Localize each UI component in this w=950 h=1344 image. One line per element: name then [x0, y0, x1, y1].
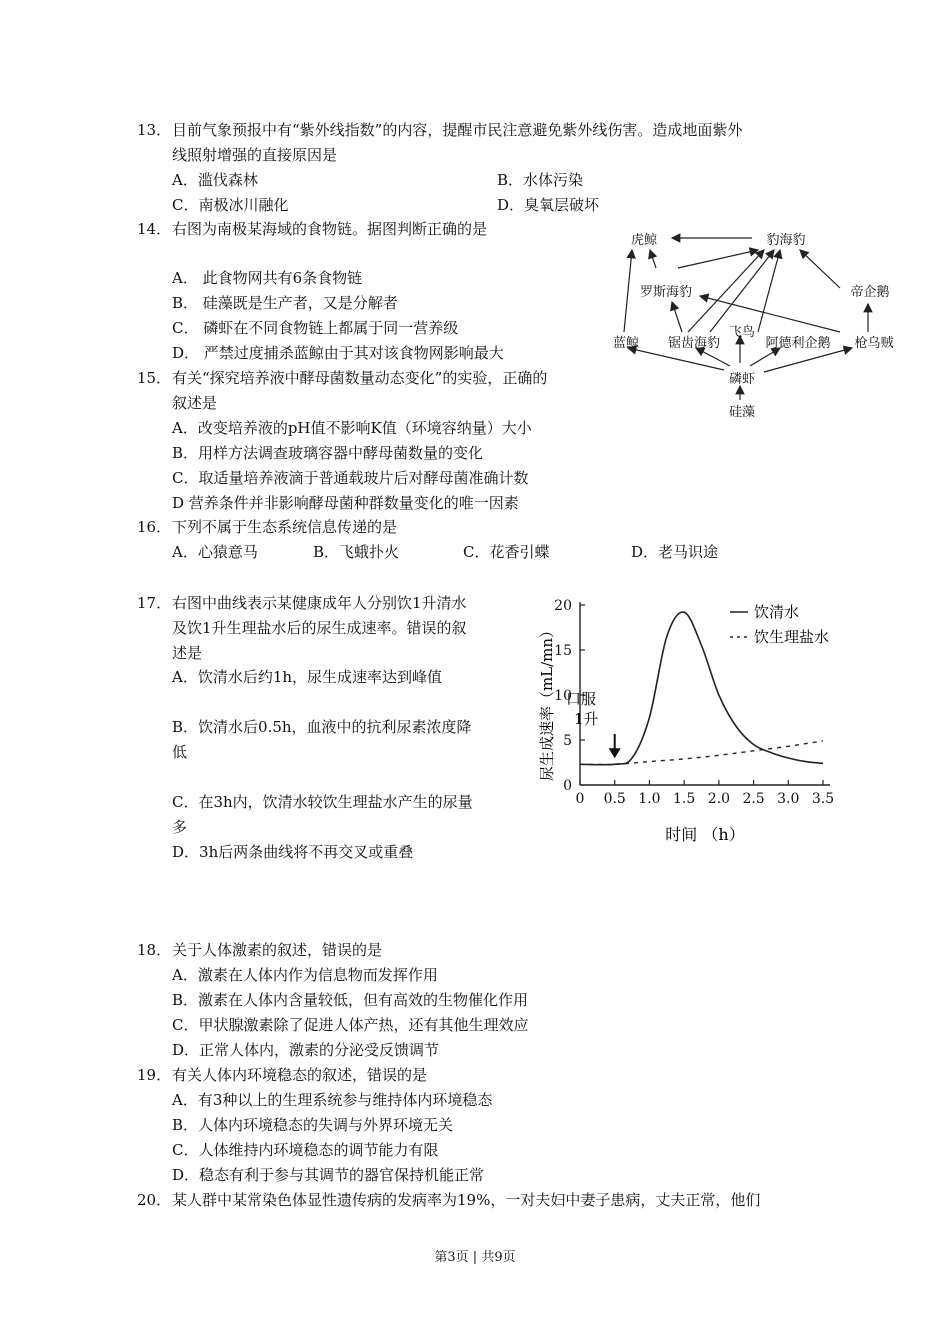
q19-number: 19． — [137, 1066, 172, 1084]
food-web-node-bird: 飞鸟 — [728, 325, 756, 340]
x-tick-label: 2.5 — [742, 791, 765, 807]
q15-option-a: A．改变培养液的pH值不影响K值（环境容纳量）大小 — [172, 419, 532, 437]
q13-option-c: C．南极冰川融化 — [172, 196, 289, 214]
q19-stem: 有关人体内环境稳态的叙述，错误的是 — [172, 1066, 428, 1084]
q14-stem: 右图为南极某海域的食物链。据图判断正确的是 — [172, 220, 488, 238]
q16-option-a: A．心猿意马 — [172, 543, 258, 561]
x-tick-label: 3.0 — [777, 791, 800, 807]
q14-option-d: D． 严禁过度捕杀蓝鲸由于其对该食物网影响最大 — [172, 344, 504, 362]
q20-number: 20． — [137, 1191, 172, 1209]
q18-option-a: A．激素在人体内作为信息物而发挥作用 — [172, 966, 438, 984]
chart-y-label: 尿生成速率（mL/mn） — [538, 622, 556, 782]
q17-option-b-line2: 低 — [172, 743, 188, 761]
q17-stem-line3: 述是 — [172, 644, 203, 662]
q13-stem-line2: 线照射增强的直接原因是 — [172, 146, 338, 164]
x-tick-label: 3.5 — [811, 791, 835, 807]
x-tick-label: 0 — [575, 791, 585, 807]
food-web-node-blue-whale: 蓝鲸 — [612, 336, 640, 351]
x-tick-label: 0.5 — [603, 791, 626, 807]
q16-number: 16． — [137, 518, 172, 536]
chart-annotation-line1: 口服 — [566, 690, 597, 708]
urine-rate-chart — [530, 592, 850, 848]
food-web-node-crabeater-seal: 锯齿海豹 — [667, 336, 721, 351]
food-web-node-squid: 枪乌贼 — [854, 336, 894, 351]
q18-option-c: C．甲状腺激素除了促进人体产热，还有其他生理效应 — [172, 1016, 529, 1034]
q15-option-b: B．用样方法调查玻璃容器中酵母菌数量的变化 — [172, 444, 484, 462]
q14-option-a: A． 此食物网共有6条食物链 — [172, 269, 363, 287]
q14-number: 14． — [137, 220, 172, 238]
q18-stem: 关于人体激素的叙述，错误的是 — [172, 941, 383, 959]
q18-option-b: B．激素在人体内含量较低，但有高效的生物催化作用 — [172, 991, 529, 1009]
y-tick-label: 0 — [563, 778, 572, 794]
y-tick-label: 20 — [554, 598, 572, 614]
legend-label-water: 饮清水 — [754, 603, 800, 621]
q19-option-d: D．稳态有利于参与其调节的器官保持机能正常 — [172, 1166, 485, 1184]
food-web-node-adelie-penguin: 阿德利企鹅 — [765, 336, 831, 351]
q17-option-a: A．饮清水后约1h，尿生成速率达到峰值 — [172, 668, 443, 686]
q18-number: 18． — [137, 941, 172, 959]
q16-stem: 下列不属于生态系统信息传递的是 — [172, 518, 398, 536]
q17-option-d: D．3h后两条曲线将不再交叉或重叠 — [172, 843, 414, 861]
food-web-node-diatom: 硅藻 — [728, 405, 756, 420]
x-tick-label: 1.5 — [673, 791, 696, 807]
food-web-node-emperor-penguin: 帝企鹅 — [850, 285, 890, 300]
food-web-node-orca: 虎鲸 — [630, 233, 658, 248]
q16-option-c: C．花香引蝶 — [463, 543, 550, 561]
food-web-node-ross-seal: 罗斯海豹 — [639, 285, 693, 300]
q17-option-c-line1: C．在3h内，饮清水较饮生理盐水产生的尿量 — [172, 793, 473, 811]
q16-option-b: B．飞蛾扑火 — [313, 543, 400, 561]
q15-option-c: C．取适量培养液滴于普通载玻片后对酵母菌准确计数 — [172, 469, 529, 487]
q15-option-d: D 营养条件并非影响酵母菌种群数量变化的唯一因素 — [172, 494, 519, 512]
x-tick-label: 2.0 — [707, 791, 730, 807]
y-tick-label: 15 — [554, 643, 572, 659]
q17-option-c-line2: 多 — [172, 818, 188, 836]
q16-option-d: D．老马识途 — [631, 543, 719, 561]
q13-option-b: B．水体污染 — [497, 171, 584, 189]
q19-option-b: B．人体内环境稳态的失调与外界环境无关 — [172, 1116, 454, 1134]
q14-option-c: C． 磷虾在不同食物链上都属于同一营养级 — [172, 319, 459, 337]
page-footer: 第3页 | 共9页 — [434, 1250, 516, 1265]
q15-number: 15． — [137, 369, 172, 387]
x-tick-label: 1.0 — [638, 791, 661, 807]
q19-option-c: C．人体维持内环境稳态的调节能力有限 — [172, 1141, 439, 1159]
chart-x-label: 时间 （h） — [665, 825, 745, 844]
q19-option-a: A．有3种以上的生理系统参与维持体内环境稳态 — [172, 1091, 493, 1109]
q18-option-d: D．正常人体内，激素的分泌受反馈调节 — [172, 1041, 440, 1059]
q17-stem-line1: 右图中曲线表示某健康成年人分别饮1升清水 — [172, 594, 467, 612]
chart-annotation-arrowhead — [609, 748, 621, 758]
q13-option-a: A．滥伐森林 — [172, 171, 258, 189]
q17-option-b-line1: B．饮清水后0.5h，血液中的抗利尿素浓度降 — [172, 718, 472, 736]
food-web-diagram — [600, 220, 910, 430]
q13-number: 13． — [137, 121, 172, 139]
q14-option-b: B． 硅藻既是生产者，又是分解者 — [172, 294, 398, 312]
food-web-node-leopard-seal: 豹海豹 — [766, 233, 806, 248]
y-tick-label: 5 — [563, 733, 572, 749]
q17-number: 17． — [137, 594, 172, 612]
y-tick-label: 10 — [554, 688, 572, 704]
q20-stem: 某人群中某常染色体显性遗传病的发病率为19%，一对夫妇中妻子患病，丈夫正常，他们 — [172, 1191, 761, 1209]
food-web-node-krill: 磷虾 — [728, 372, 756, 387]
legend-label-saline: 饮生理盐水 — [754, 628, 830, 646]
q17-stem-line2: 及饮1升生理盐水后的尿生成速率。错误的叙 — [172, 619, 467, 637]
q13-option-d: D．臭氧层破坏 — [497, 196, 600, 214]
q13-stem-line1: 目前气象预报中有“紫外线指数”的内容，提醒市民注意避免紫外线伤害。造成地面紫外 — [172, 121, 743, 139]
q15-stem-line2: 叙述是 — [172, 394, 218, 412]
chart-annotation-line2: 1升 — [574, 710, 599, 728]
q15-stem-line1: 有关“探究培养液中酵母菌数量动态变化”的实验，正确的 — [172, 369, 548, 387]
